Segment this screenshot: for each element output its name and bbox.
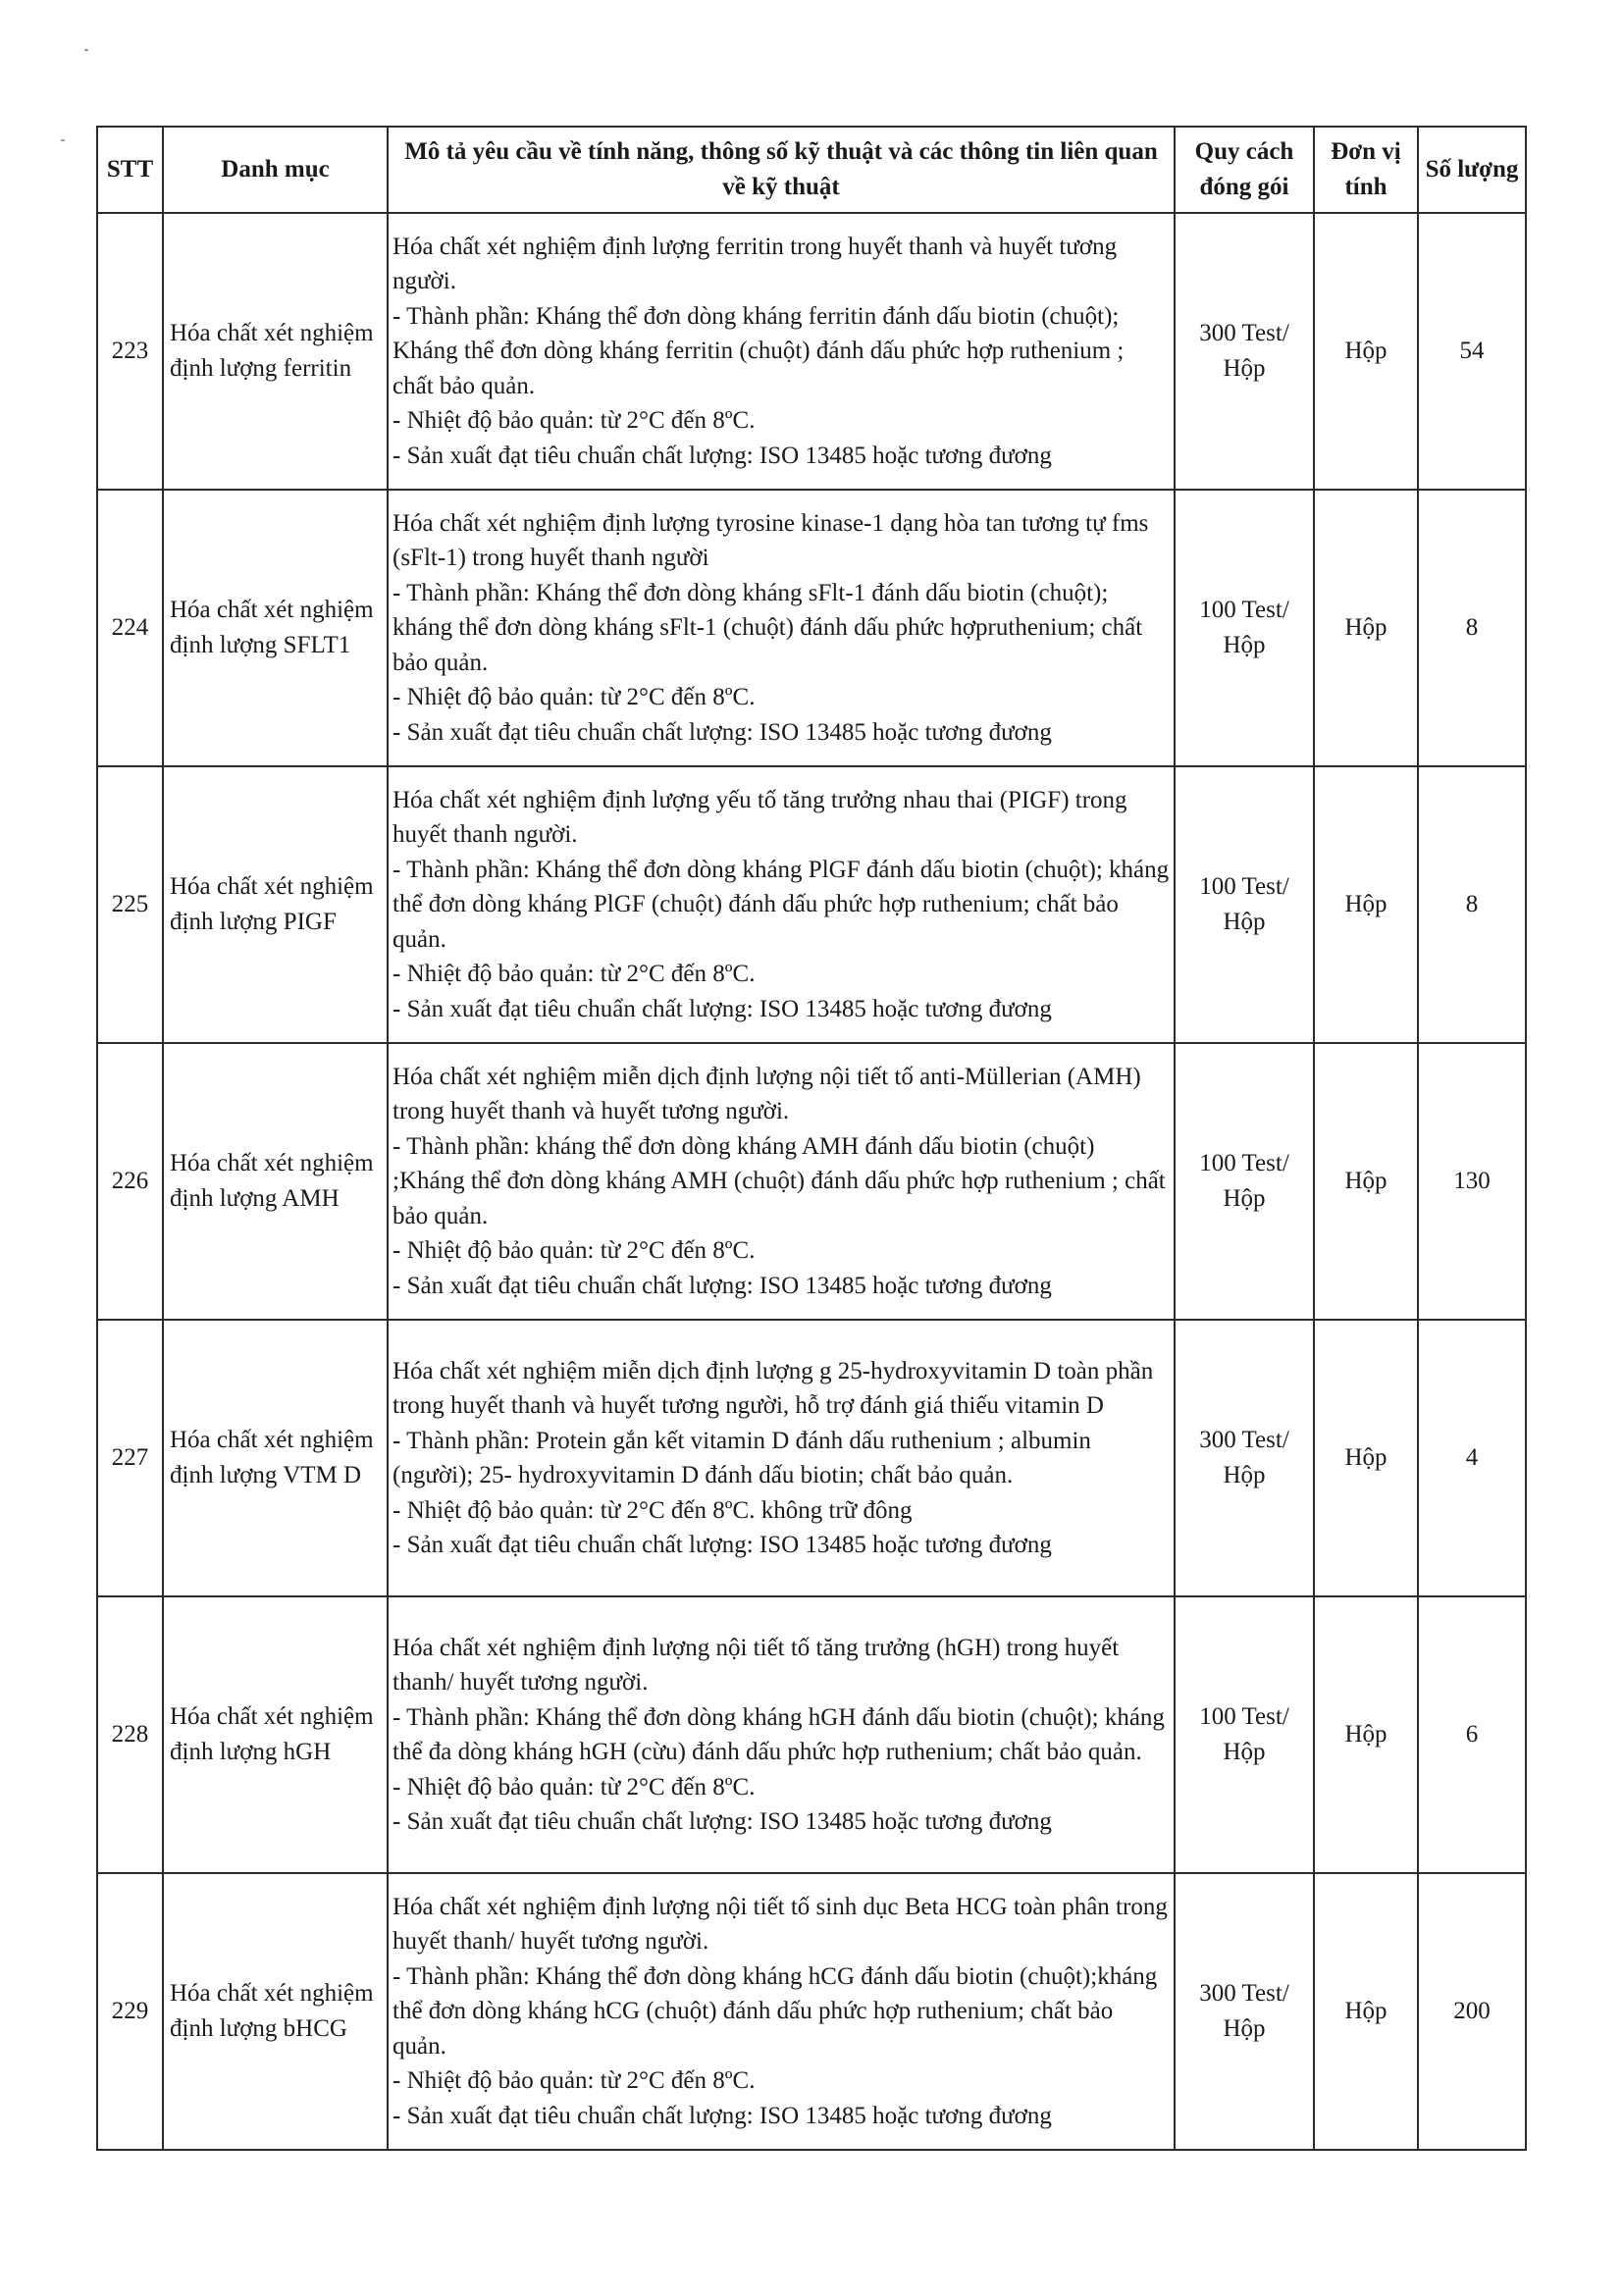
description-line: - Thành phần: Kháng thể đơn dòng kháng hCG đánh dấu biotin (chuột);kháng thể đơn dòng kháng hCG (chuột) đánh dấu phức hợp ruthenium; chất bảo quản. <box>393 1962 1158 2060</box>
row-description <box>388 1596 1175 1873</box>
row-stt: 223 <box>97 213 163 490</box>
row-description <box>388 490 1175 766</box>
row-stt: 225 <box>97 766 163 1043</box>
row-unit: Hộp <box>1314 1043 1418 1320</box>
description-line: Hóa chất xét nghiệm định lượng nội tiết tố tăng trưởng (hGH) trong huyết thanh/ huyết tương người. <box>393 1634 1120 1696</box>
header-packaging: Quy cách đóng gói <box>1175 127 1314 213</box>
description-line: - Sản xuất đạt tiêu chuẩn chất lượng: ISO 13485 hoặc tương đương <box>393 2102 1052 2129</box>
description-line: - Thành phần: Kháng thể đơn dòng kháng sFlt-1 đánh dấu biotin (chuột); kháng thể đơn dòng kháng sFlt-1 (chuột) đánh dấu phức hợpruthenium; chất bảo quản. <box>393 579 1143 676</box>
row-stt: 227 <box>97 1320 163 1596</box>
row-stt: 229 <box>97 1873 163 2150</box>
row-quantity: 200 <box>1418 1873 1526 2150</box>
description-line: - Thành phần: Kháng thể đơn dòng kháng PlGF đánh dấu biotin (chuột); kháng thể đơn dòng kháng PlGF (chuột) đánh dấu phức hợp ruthenium; chất bảo quản. <box>393 856 1170 953</box>
row-packaging: 300 Test/ Hộp <box>1175 213 1314 490</box>
description-line: Hóa chất xét nghiệm định lượng tyrosine kinase-1 dạng hòa tan tương tự fms (sFlt-1) trong huyết thanh người <box>393 509 1149 572</box>
description-line: - Thành phần: Kháng thể đơn dòng kháng ferritin đánh dấu biotin (chuột); Kháng thể đơn dòng kháng ferritin (chuột) đánh dấu phức hợp ruthenium ; chất bảo quản. <box>393 302 1125 399</box>
header-unit: Đơn vị tính <box>1314 127 1418 213</box>
description-line: Hóa chất xét nghiệm định lượng nội tiết tố sinh dục Beta HCG toàn phân trong huyết thanh/ huyết tương người. <box>393 1893 1168 1956</box>
table-row <box>97 1873 1526 2150</box>
row-unit: Hộp <box>1314 213 1418 490</box>
row-description <box>388 1043 1175 1320</box>
description-line: Hóa chất xét nghiệm miễn dịch định lượng nội tiết tố anti-Müllerian (AMH) trong huyết thanh và huyết tương người. <box>393 1063 1141 1125</box>
description-line: - Nhiệt độ bảo quản: từ 2°C đến 8ºC. <box>393 961 756 988</box>
row-unit: Hộp <box>1314 766 1418 1043</box>
specification-table <box>96 126 1527 2151</box>
row-stt: 226 <box>97 1043 163 1320</box>
description-line: - Thành phần: kháng thể đơn dòng kháng AMH đánh dấu biotin (chuột) ;Kháng thể đơn dòng kháng AMH (chuột) đánh dấu phức hợp ruthenium ; chất bảo quản. <box>393 1132 1166 1229</box>
row-category: Hóa chất xét nghiệm định lượng VTM D <box>163 1320 388 1596</box>
row-quantity: 130 <box>1418 1043 1526 1320</box>
description-line: - Sản xuất đạt tiêu chuẩn chất lượng: ISO 13485 hoặc tương đương <box>393 718 1052 746</box>
description-line: - Nhiệt độ bảo quản: từ 2°C đến 8ºC. <box>393 684 756 711</box>
row-packaging: 100 Test/ Hộp <box>1175 1596 1314 1873</box>
table-row <box>97 1043 1526 1320</box>
description-line: - Nhiệt độ bảo quản: từ 2°C đến 8ºC. không trữ đông <box>393 1496 913 1524</box>
table-row <box>97 213 1526 490</box>
row-quantity: 4 <box>1418 1320 1526 1596</box>
description-line: - Sản xuất đạt tiêu chuẩn chất lượng: ISO 13485 hoặc tương đương <box>393 995 1052 1022</box>
description-line: - Sản xuất đạt tiêu chuẩn chất lượng: ISO 13485 hoặc tương đương <box>393 442 1052 469</box>
header-category: Danh mục <box>163 127 388 213</box>
row-packaging: 100 Test/ Hộp <box>1175 1043 1314 1320</box>
scan-speck <box>61 139 65 141</box>
header-description: Mô tả yêu cầu về tính năng, thông số kỹ thuật và các thông tin liên quan về kỹ thuật <box>388 127 1175 213</box>
row-unit: Hộp <box>1314 1873 1418 2150</box>
row-description <box>388 766 1175 1043</box>
row-category: Hóa chất xét nghiệm định lượng PIGF <box>163 766 388 1043</box>
row-quantity: 54 <box>1418 213 1526 490</box>
table-row <box>97 766 1526 1043</box>
header-stt: STT <box>97 127 163 213</box>
table-row <box>97 1320 1526 1596</box>
table-body <box>97 213 1526 2150</box>
row-description <box>388 1873 1175 2150</box>
row-quantity: 8 <box>1418 766 1526 1043</box>
description-line: - Sản xuất đạt tiêu chuẩn chất lượng: ISO 13485 hoặc tương đương <box>393 1808 1052 1835</box>
description-line: Hóa chất xét nghiệm định lượng yếu tố tăng trưởng nhau thai (PIGF) trong huyết thanh người. <box>393 786 1127 849</box>
row-category: Hóa chất xét nghiệm định lượng hGH <box>163 1596 388 1873</box>
description-line: - Sản xuất đạt tiêu chuẩn chất lượng: ISO 13485 hoặc tương đương <box>393 1272 1052 1299</box>
row-packaging: 300 Test/ Hộp <box>1175 1873 1314 2150</box>
row-category: Hóa chất xét nghiệm định lượng AMH <box>163 1043 388 1320</box>
description-line: - Nhiệt độ bảo quản: từ 2°C đến 8ºC. <box>393 1773 756 1800</box>
table-row <box>97 490 1526 766</box>
row-stt: 224 <box>97 490 163 766</box>
description-line: - Nhiệt độ bảo quản: từ 2°C đến 8ºC. <box>393 2067 756 2095</box>
table-row <box>97 1596 1526 1873</box>
header-quantity: Số lượng <box>1418 127 1526 213</box>
row-category: Hóa chất xét nghiệm định lượng SFLT1 <box>163 490 388 766</box>
row-quantity: 6 <box>1418 1596 1526 1873</box>
description-line: - Sản xuất đạt tiêu chuẩn chất lượng: ISO 13485 hoặc tương đương <box>393 1532 1052 1558</box>
scan-speck <box>84 49 88 51</box>
description-line: - Nhiệt độ bảo quản: từ 2°C đến 8ºC. <box>393 407 756 435</box>
row-description <box>388 1320 1175 1596</box>
row-packaging: 300 Test/ Hộp <box>1175 1320 1314 1596</box>
description-line: - Thành phần: Protein gắn kết vitamin D đánh dấu ruthenium ; albumin (người); 25- hydroxyvitamin D đánh dấu biotin; chất bảo quản. <box>393 1427 1091 1488</box>
row-packaging: 100 Test/ Hộp <box>1175 490 1314 766</box>
row-description <box>388 213 1175 490</box>
row-unit: Hộp <box>1314 1596 1418 1873</box>
row-stt: 228 <box>97 1596 163 1873</box>
row-category: Hóa chất xét nghiệm định lượng bHCG <box>163 1873 388 2150</box>
header-row <box>97 127 1526 213</box>
description-line: Hóa chất xét nghiệm định lượng ferritin trong huyết thanh và huyết tương người. <box>393 233 1118 295</box>
description-line: Hóa chất xét nghiệm miễn dịch định lượng g 25-hydroxyvitamin D toàn phần trong huyết thanh và huyết tương người, hỗ trợ đánh giá thiếu vitamin D <box>393 1357 1154 1419</box>
description-line: - Thành phần: Kháng thể đơn dòng kháng hGH đánh dấu biotin (chuột); kháng thể đa dòng kháng hGH (cừu) đánh dấu phức hợp ruthenium; chất bảo quản. <box>393 1703 1165 1765</box>
row-packaging: 100 Test/ Hộp <box>1175 766 1314 1043</box>
description-line: - Nhiệt độ bảo quản: từ 2°C đến 8ºC. <box>393 1237 756 1265</box>
row-category: Hóa chất xét nghiệm định lượng ferritin <box>163 213 388 490</box>
row-unit: Hộp <box>1314 1320 1418 1596</box>
row-unit: Hộp <box>1314 490 1418 766</box>
row-quantity: 8 <box>1418 490 1526 766</box>
